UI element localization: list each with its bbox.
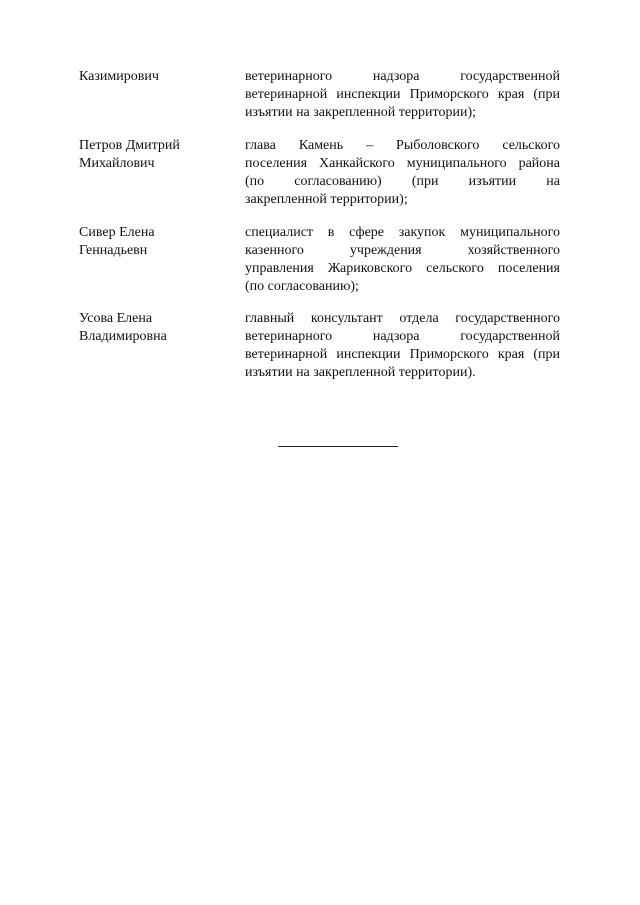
member-position (245, 310, 560, 382)
position-line: изъятии на закрепленной территории); (245, 105, 476, 120)
member-name-line: Михайлович (79, 156, 155, 171)
position-line: (по согласованию); (245, 279, 359, 294)
member-name-line: Усова Елена (79, 311, 153, 326)
position-line: глава Камень – Рыболовского сельского (245, 138, 560, 153)
member-name-line: Геннадьевн (79, 243, 148, 258)
member-position (245, 68, 560, 122)
position-line: ветеринарного надзора государственной (245, 69, 560, 84)
member-name (79, 224, 229, 260)
end-separator-line (278, 446, 398, 447)
member-name-line: Петров Дмитрий (79, 138, 180, 153)
member-name-line: Сивер Елена (79, 225, 155, 240)
member-name-line: Владимировна (79, 329, 167, 344)
member-position (245, 137, 560, 209)
position-line: (по согласованию) (при изъятии на (245, 174, 560, 189)
position-line: ветеринарного надзора государственной (245, 329, 560, 344)
position-line: закрепленной территории); (245, 192, 408, 207)
member-name (79, 137, 229, 173)
member-name (79, 310, 229, 346)
position-line: управления Жариковского сельского поселения (245, 261, 560, 276)
member-position (245, 224, 560, 296)
position-line: поселения Ханкайского муниципального района (245, 156, 560, 171)
member-name-line: Казимирович (79, 69, 159, 84)
position-line: главный консультант отдела государственного (245, 311, 560, 326)
position-line: изъятии на закрепленной территории). (245, 365, 476, 380)
position-line: специалист в сфере закупок муниципального (245, 225, 560, 240)
position-line: ветеринарной инспекции Приморского края (при (245, 347, 560, 362)
position-line: ветеринарной инспекции Приморского края (при (245, 87, 560, 102)
position-line: казенного учреждения хозяйственного (245, 243, 560, 258)
member-name (79, 68, 229, 86)
